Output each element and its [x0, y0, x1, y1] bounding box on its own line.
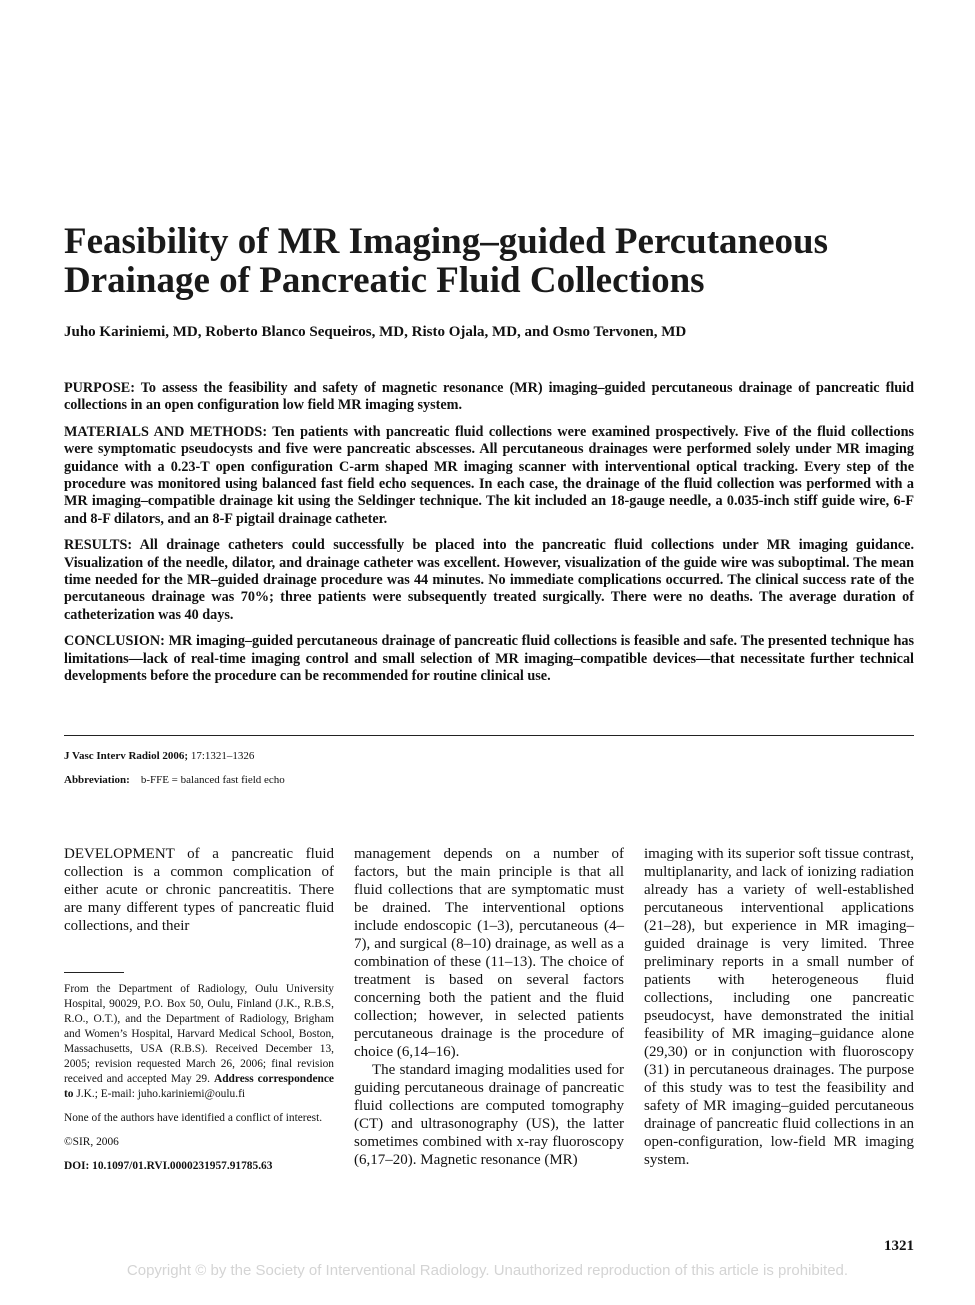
- footnotes: [64, 982, 334, 1183]
- abstract-methods: MATERIALS AND METHODS: Ten patients with pancreatic fluid collections were examined prospectively. Five of the fluid collections were symptomatic pseudocysts and five were pancreatic abscesses. All percutaneous drainages were performed solely under MR imaging guidance with a 0.23-T open configuration C-arm shaped MR imaging scanner with interventional optical tracking. Every step of the procedure was monitored using balanced fast field echo sequences. In each case, the drainage of the fluid collection was performed with a MR imaging–compatible drainage kit using the Seldinger technique. The kit included an 18-gauge needle, a 0.035-inch stiff guide wire, 6-F and 8-F dilators, and an 8-F pigtail drainage catheter.: [64, 423, 914, 527]
- article-title: [64, 222, 924, 300]
- intro-paragraph-1: DEVELOPMENT of a pancreatic fluid collection is a common complication of either acute or chronic pancreatitis. There are many different types of pancreatic fluid collections, and their: [64, 846, 334, 934]
- page-number: 1321: [884, 1238, 914, 1254]
- journal-citation: [64, 749, 914, 763]
- intro-paragraph-4: imaging with its superior soft tissue contrast, multiplanarity, and lack of ionizing radiation already has a variety of well-established percutaneous interventional applications (21–28), but experience in MR imaging–guided drainage is very limited. Three preliminary reports in a small number of patients with heterogeneous fluid collections, including one pancreatic pseudocyst, have demonstrated the initial feasibility of MR imaging–guidance alone (29,30) or in conjunction with fluoroscopy (31) in percutaneous drainages. The purpose of this study was to test the feasibility and safety of MR imaging–guided percutaneous drainage of pancreatic fluid collections in an open-configuration, low-field MR imaging system.: [644, 846, 914, 1168]
- citation-volume: 17:1321–1326: [190, 750, 255, 762]
- title-line-2: Drainage of Pancreatic Fluid Collections: [64, 260, 705, 301]
- address-text[interactable]: J.K.; E-mail: juho.kariniemi@oulu.fi: [76, 1088, 246, 1100]
- abbreviation-text: b-FFE = balanced fast field echo: [140, 774, 285, 786]
- intro-paragraph-3: The standard imaging modalities used for guiding percutaneous drainage of pancreatic fluid collections are computed tomography (CT) and ultrasonography (US), the latter sometimes combined with x-ray fluoroscopy (6,17–20). Magnetic resonance (MR): [354, 1062, 624, 1168]
- abstract: [64, 380, 914, 695]
- footnote-divider: [64, 972, 124, 973]
- title-line-1: Feasibility of MR Imaging–guided Percutaneous: [64, 221, 828, 262]
- abstract-conclusion: CONCLUSION: MR imaging–guided percutaneous drainage of pancreatic fluid collections is feasible and safe. The presented technique has limitations—lack of real-time imaging control and small selection of MR imaging–compatible devices—that necessitate further technical developments before the procedure can be recommended for routine clinical use.: [64, 633, 914, 685]
- intro-paragraph-2: management depends on a number of factors, but the main principle is that all fluid collections that are symptomatic must be drained. The interventional options include endoscopic (1–3), percutaneous (4–7), and surgical (8–10) drainage, as well as a combination of these (11–13). The choice of treatment is based on several factors concerning both the patient and the fluid collection; however, in selected patients percutaneous drainage is the procedure of choice (6,14–16).: [354, 846, 624, 1060]
- abbreviation-line: [64, 773, 914, 787]
- doi-text[interactable]: DOI: 10.1097/01.RVI.0000231957.91785.63: [64, 1160, 273, 1172]
- abstract-results: RESULTS: All drainage catheters could successfully be placed into the pancreatic fluid collections under MR imaging guidance. Visualization of the needle, dilator, and drainage catheter was excellent. However, visualization of the guide wire was suboptimal. The mean time needed for the MR–guided drainage procedure was 44 minutes. No immediate complications occurred. The clinical success rate of the percutaneous drainage was 70%; three patients were subsequently treated surgically. There were no deaths. The average duration of catheterization was 40 days.: [64, 537, 914, 623]
- footnote-conflict: None of the authors have identified a conflict of interest.: [64, 1112, 323, 1124]
- citation-journal: J Vasc Interv Radiol 2006;: [64, 750, 189, 762]
- body-column-2: [354, 845, 624, 1169]
- author-list: Juho Kariniemi, MD, Roberto Blanco Sequeiros, MD, Risto Ojala, MD, and Osmo Tervonen, MD: [64, 324, 687, 340]
- body-column-3: [644, 845, 914, 1169]
- body-column-1: [64, 845, 334, 935]
- footnote-affiliation: [64, 982, 334, 1102]
- abbreviation-label: Abbreviation:: [64, 774, 130, 786]
- footnote-copyright: ©SIR, 2006: [64, 1136, 119, 1148]
- abstract-purpose: PURPOSE: To assess the feasibility and safety of magnetic resonance (MR) imaging–guided percutaneous drainage of pancreatic fluid collections in an open configuration low field MR imaging system.: [64, 380, 914, 414]
- abstract-divider: [64, 735, 914, 736]
- address-label: Address correspondence to: [64, 1073, 334, 1100]
- copyright-watermark: Copyright © by the Society of Interventional Radiology. Unauthorized reproduction of this article is prohibited.: [126, 1262, 849, 1279]
- footnote-doi: [64, 1159, 334, 1174]
- affiliation-text: From the Department of Radiology, Oulu University Hospital, 90029, P.O. Box 50, Oulu, Finland (J.K., R.B.S, R.O., O.T.), and the Department of Radiology, Brigham and Women’s Hospital, Harvard Medical School, Boston, Massachusetts, USA (R.B.S). Received December 13, 2005; revision requested March 26, 2006; final revision received and accepted May 29.: [64, 983, 334, 1085]
